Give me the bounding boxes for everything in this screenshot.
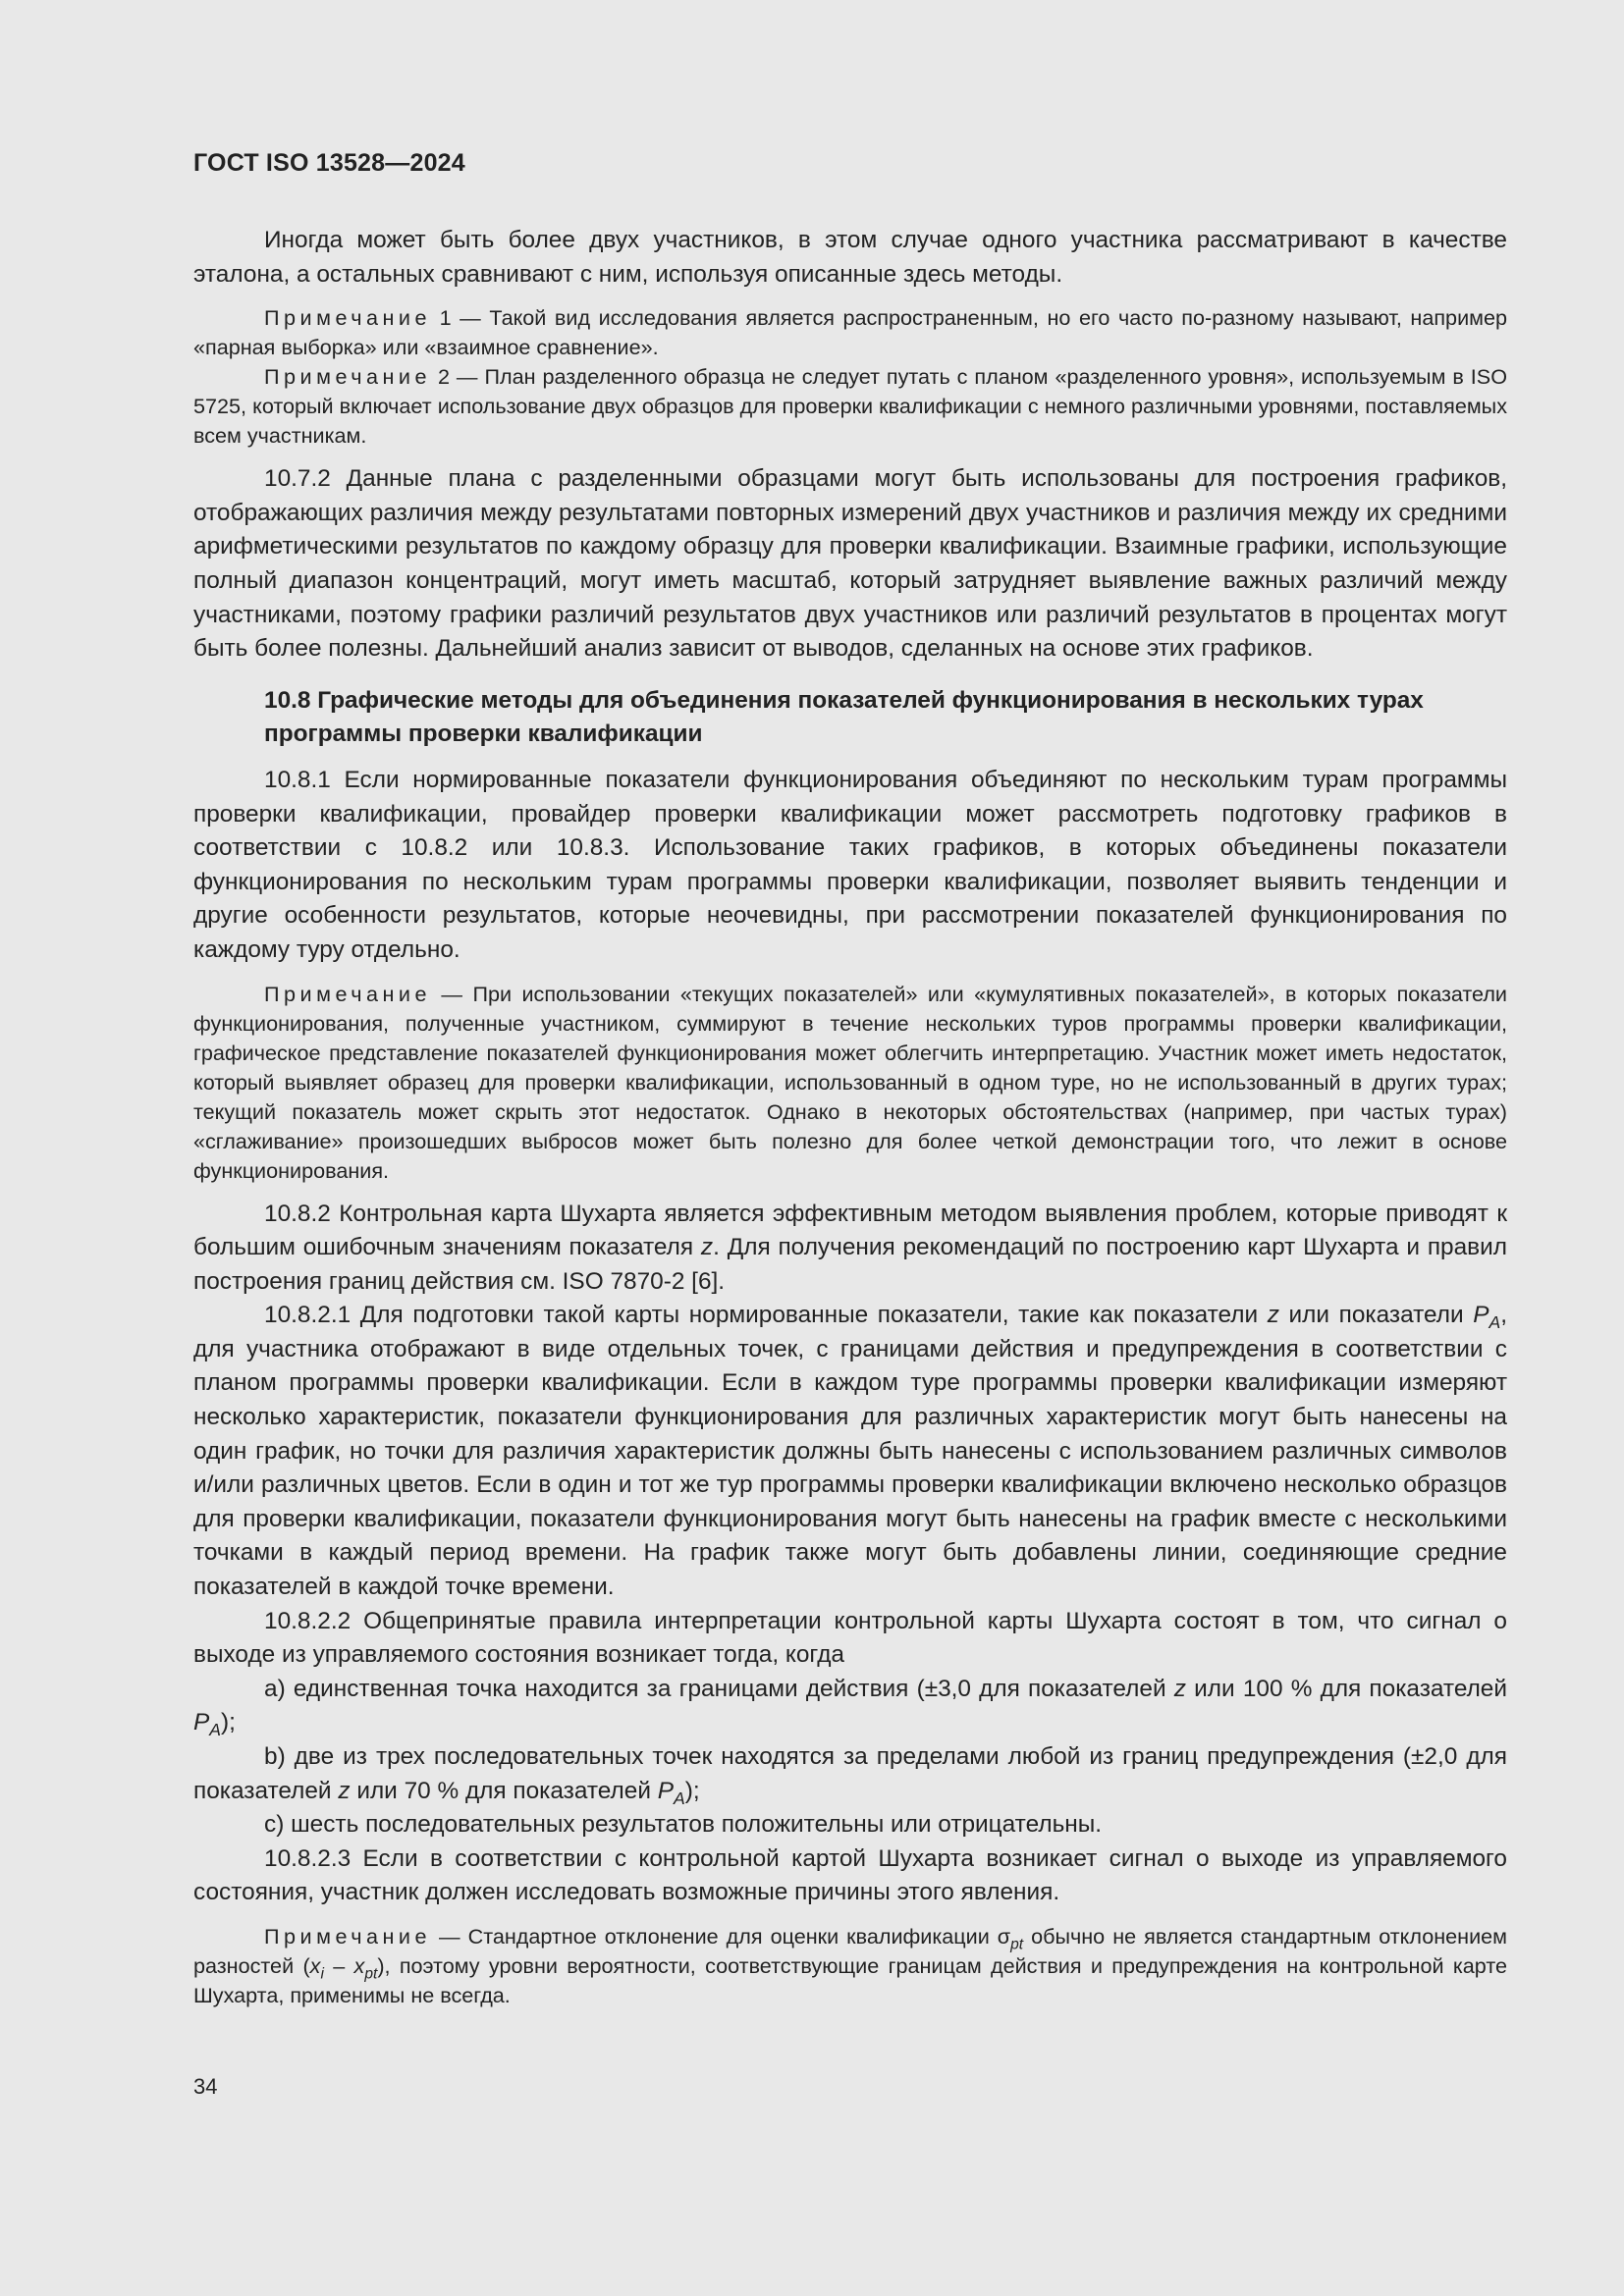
- note-label: Примечание: [264, 364, 431, 390]
- note-label: Примечание: [264, 981, 431, 1006]
- document-header: ГОСТ ISO 13528—2024: [193, 149, 465, 177]
- paragraph-10-8-2-3: 10.8.2.3 Если в соответствии с контрольной картой Шухарта возникает сигнал о выходе из управляемого состояния, участник должен исследовать возможные причины этого явления.: [193, 1844, 1507, 1906]
- note-label: Примечание: [264, 305, 431, 331]
- paragraph-intro: Иногда может быть более двух участников, в этом случае одного участника рассматривают в качестве эталона, а остальных сравнивают с ним, используя описанные здесь методы.: [193, 227, 1507, 288]
- note-label: Примечание: [264, 1923, 431, 1949]
- section-heading-10-8: 10.8 Графические методы для объединения показателей функционирования в нескольких турах программы проверки квалификации: [264, 686, 1424, 748]
- document-body: [193, 224, 1507, 2010]
- paragraph-10-8-2-1: 10.8.2.1 Для подготовки такой карты нормированные показатели, такие как показатели z или показатели $P_A$, для участника отображают в виде отдельных точек, с границами действия и предупреждения в соответствии с планом программы проверки квалификации. Если в каждом туре программы проверки квалификации измеряют несколько характеристик, показатели функционирования для различных характеристик могут быть нанесены на один график, но точки для различия характеристик должны быть нанесены с использованием различных символов и/или различных цветов. Если в один и тот же тур программы проверки квалификации включено несколько образцов для проверки квалификации, показатели функционирования могут быть нанесены на график вместе с несколькими точками в каждый период времени. На график также могут быть добавлены линии, соединяющие средние показателей в каждой точке времени.: [193, 1302, 1507, 1601]
- note-1: Примечание 1 — Такой вид исследования является распространенным, но его часто по-разному называют, например «парная выборка» или «взаимное сравнение».: [193, 305, 1507, 360]
- note-3: Примечание — При использовании «текущих показателей» или «кумулятивных показателей», в которых показатели функционирования, полученные участником, суммируют в течение нескольких туров программы проверки квалификации, графическое представление показателей функционирования может облегчить интерпретацию. Участник может иметь недостаток, который выявляет образец для проверки квалификации, использованный в одном туре, но не использованный в других турах; текущий показатель может скрыть этот недостаток. Однако в некоторых обстоятельствах (например, при частых турах) «сглаживание» произошедших выбросов может быть полезно для более четкой демонстрации того, что лежит в основе функционирования.: [193, 981, 1507, 1183]
- paragraph-10-8-1: 10.8.1 Если нормированные показатели функционирования объединяют по нескольким турам программы проверки квалификации, провайдер проверки квалификации может рассмотреть подготовку графиков в соответствии с 10.8.2 или 10.8.3. Использование таких графиков, в которых объединены показатели функционирования по нескольким турам программы проверки квалификации, позволяет выявить тенденции и другие особенности результатов, которые неочевидны, при рассмотрении показателей функционирования по каждому туру отдельно.: [193, 766, 1507, 963]
- list-item-a: a) единственная точка находится за границами действия (±3,0 для показателей z или 100 % для показателей $P_A$);: [193, 1675, 1507, 1740]
- paragraph-10-8-2-2: 10.8.2.2 Общепринятые правила интерпретации контрольной карты Шухарта состоят в том, что сигнал о выходе из управляемого состояния возникает тогда, когда: [193, 1607, 1507, 1669]
- list-item-b: b) две из трех последовательных точек находятся за пределами любой из границ предупреждения (±2,0 для показателей z или 70 % для показателей $P_A$);: [193, 1743, 1507, 1808]
- note-2: Примечание 2 — План разделенного образца не следует путать с планом «разделенного уровня», используемым в ISO 5725, который включает использование двух образцов для проверки квалификации с немного различными уровнями, поставляемых всем участникам.: [193, 364, 1507, 449]
- paragraph-10-7-2: 10.7.2 Данные плана с разделенными образцами могут быть использованы для построения графиков, отображающих различия между результатами повторных измерений двух участников и различия между их средними арифметическими результатов по каждому образцу для проверки квалификации. Взаимные графики, использующие полный диапазон концентраций, могут иметь масштаб, который затрудняет выявление важных различий между участниками, поэтому графики различий результатов двух участников или различий результатов в процентах могут быть более полезны. Дальнейший анализ зависит от выводов, сделанных на основе этих графиков.: [193, 465, 1507, 663]
- paragraph-10-8-2: 10.8.2 Контрольная карта Шухарта является эффективным методом выявления проблем, которые приводят к большим ошибочным значениям показателя z. Для получения рекомендаций по построению карт Шухарта и правил построения границ действия см. ISO 7870-2 [6].: [193, 1200, 1507, 1295]
- note-4: Примечание — Стандартное отклонение для оценки квалификации $\sigma_{pt}$ обычно не является стандартным отклонением разностей $(x_i - x_{pt})$, поэтому уровни вероятности, соответствующие границам действия и предупреждения на контрольной карте Шухарта, применимы не всегда.: [193, 1923, 1507, 2007]
- list-item-c: c) шесть последовательных результатов положительны или отрицательны.: [264, 1811, 1103, 1839]
- page-number: 34: [193, 2074, 218, 2099]
